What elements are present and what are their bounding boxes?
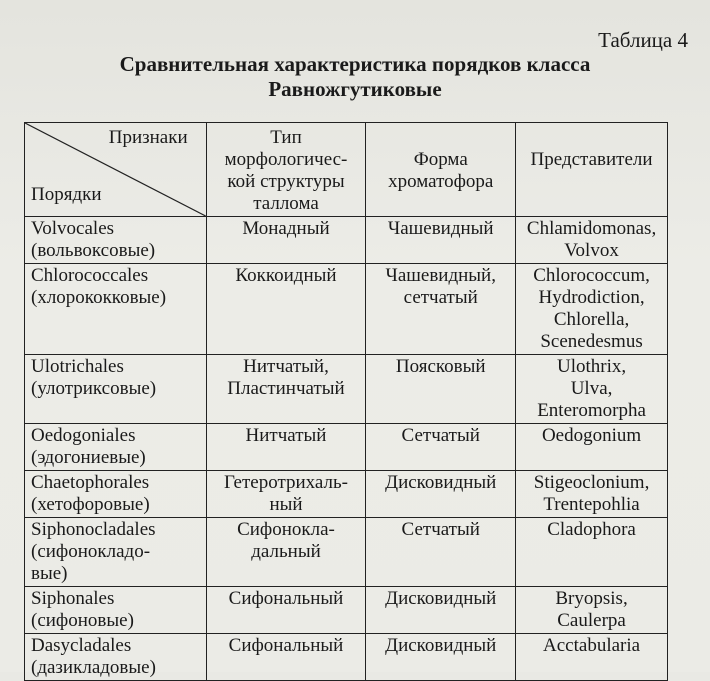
representatives-cell: Chlorococcum, Hydrodiction, Chlorella, Scenedesmus (516, 264, 668, 355)
order-cell: Siphonales (сифоновые) (25, 587, 207, 634)
chromatophore-cell: Дисковидный (366, 634, 516, 681)
table-header-row (25, 123, 668, 217)
representatives-cell: Stigeoclonium, Trentepohlia (516, 471, 668, 518)
table-row (25, 471, 668, 518)
chromatophore-cell: Сетчатый (366, 518, 516, 587)
header-representatives: Представители (516, 123, 668, 217)
table-row (25, 634, 668, 681)
comparison-table (24, 122, 668, 681)
table-row (25, 518, 668, 587)
table-row (25, 587, 668, 634)
chromatophore-cell: Сетчатый (366, 424, 516, 471)
order-cell: Volvocales (вольвоксовые) (25, 217, 207, 264)
order-cell: Chlorococcales (хлорококковые) (25, 264, 207, 355)
morph-type-cell: Гетеротрихаль- ный (206, 471, 366, 518)
chromatophore-cell: Дисковидный (366, 587, 516, 634)
table-row (25, 355, 668, 424)
table-row (25, 424, 668, 471)
header-orders-label: Порядки (31, 184, 102, 205)
morph-type-cell: Нитчатый, Пластинчатый (206, 355, 366, 424)
representatives-cell: Chlamidomonas, Volvox (516, 217, 668, 264)
order-cell: Ulotrichales (улотриксовые) (25, 355, 207, 424)
header-chromatophore: Форма хроматофора (366, 123, 516, 217)
morph-type-cell: Сифонокла- дальный (206, 518, 366, 587)
chromatophore-cell: Чашевидный, сетчатый (366, 264, 516, 355)
table-number: Таблица 4 (598, 28, 688, 52)
morph-type-cell: Сифональный (206, 587, 366, 634)
chromatophore-cell: Дисковидный (366, 471, 516, 518)
header-diagonal-cell (25, 123, 207, 217)
representatives-cell: Oedogonium (516, 424, 668, 471)
representatives-cell: Bryopsis, Caulerpa (516, 587, 668, 634)
morph-type-cell: Нитчатый (206, 424, 366, 471)
morph-type-cell: Сифональный (206, 634, 366, 681)
caption-line-1: Сравнительная характеристика порядков класса (119, 52, 591, 76)
table-caption (0, 52, 710, 102)
header-morph-type: Тип морфологичес- кой структуры таллома (206, 123, 366, 217)
caption-line-2: Равножгутиковые (268, 77, 442, 101)
representatives-cell: Acctabularia (516, 634, 668, 681)
morph-type-cell: Монадный (206, 217, 366, 264)
order-cell: Oedogoniales (эдогониевые) (25, 424, 207, 471)
chromatophore-cell: Чашевидный (366, 217, 516, 264)
morph-type-cell: Коккоидный (206, 264, 366, 355)
table-row (25, 217, 668, 264)
order-cell: Siphonocladales (сифонокладо- вые) (25, 518, 207, 587)
chromatophore-cell: Поясковый (366, 355, 516, 424)
table-row (25, 264, 668, 355)
order-cell: Chaetophorales (хетофоровые) (25, 471, 207, 518)
order-cell: Dasycladales (дазикладовые) (25, 634, 207, 681)
header-features-label: Признаки (108, 127, 188, 148)
representatives-cell: Cladophora (516, 518, 668, 587)
representatives-cell: Ulothrix, Ulva, Enteromorpha (516, 355, 668, 424)
